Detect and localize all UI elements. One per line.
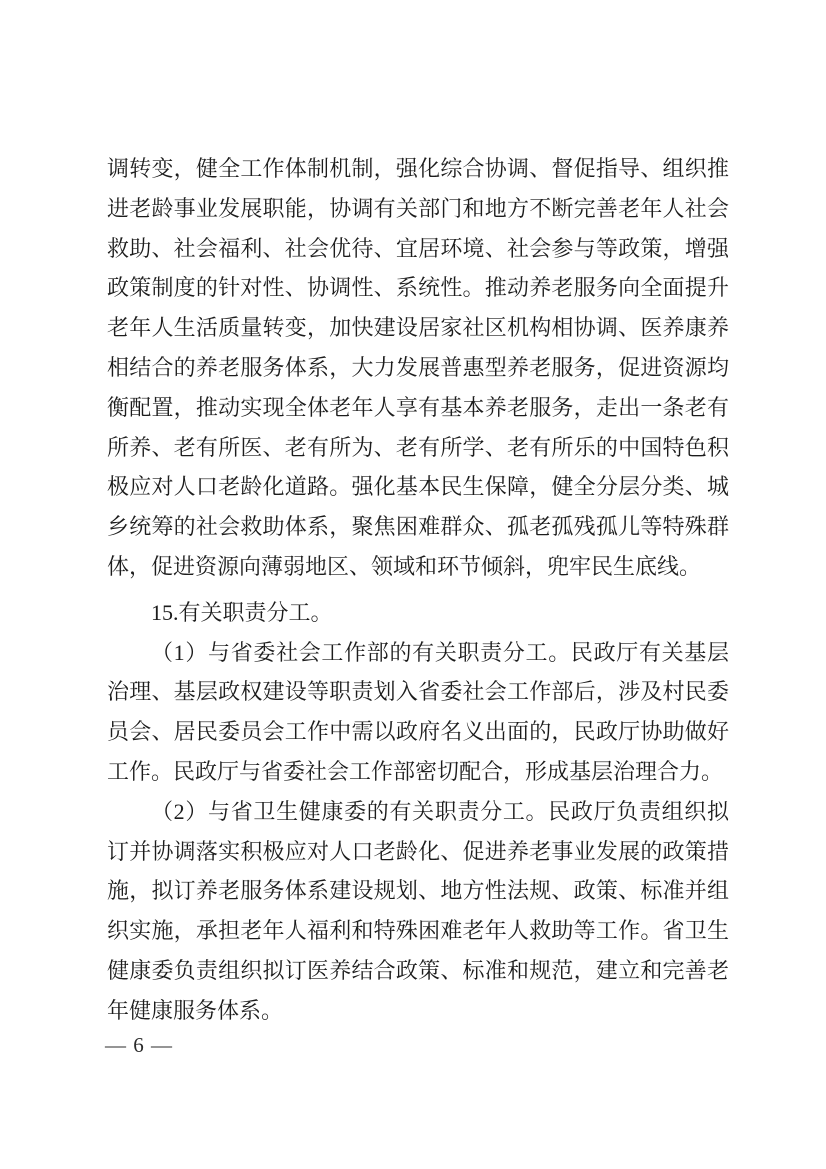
body-paragraph-item-2: （2）与省卫生健康委的有关职责分工。民政厅负责组织拟订并协调落实积极应对人口老龄化、促进养老事业发展的政策措施，拟订养老服务体系建设规划、地方性法规、政策、标准并组织实施，承担老年人福利和特殊困难老年人救助等工作。省卫生健康委负责组织拟订医养结合政策、标准和规范，建立和完善老年健康服务体系。 bbox=[107, 798, 729, 1023]
document-body bbox=[107, 149, 729, 1031]
page-number: — 6 — bbox=[105, 1033, 173, 1057]
body-paragraph-item-1: （1）与省委社会工作部的有关职责分工。民政厅有关基层治理、基层政权建设等职责划入省委社会工作部后，涉及村民委员会、居民委员会工作中需以政府名义出面的，民政厅协助做好工作。民政厅与省委社会工作部密切配合，形成基层治理合力。 bbox=[107, 639, 729, 784]
body-paragraph-continuation: 调转变，健全工作体制机制，强化综合协调、督促指导、组织推进老龄事业发展职能，协调有关部门和地方不断完善老年人社会救助、社会福利、社会优待、宜居环境、社会参与等政策，增强政策制度的针对性、协调性、系统性。推动养老服务向全面提升老年人生活质量转变，加快建设居家社区机构相协调、医养康养相结合的养老服务体系，大力发展普惠型养老服务，促进资源均衡配置，推动实现全体老年人享有基本养老服务，走出一条老有所养、老有所医、老有所为、老有所学、老有所乐的中国特色积极应对人口老龄化道路。强化基本民生保障，健全分层分类、城乡统筹的社会救助体系，聚焦困难群众、孤老孤残孤儿等特殊群体，促进资源向薄弱地区、领域和环节倾斜，兜牢民生底线。 bbox=[107, 156, 729, 579]
section-heading-15: 15.有关职责分工。 bbox=[151, 599, 333, 625]
